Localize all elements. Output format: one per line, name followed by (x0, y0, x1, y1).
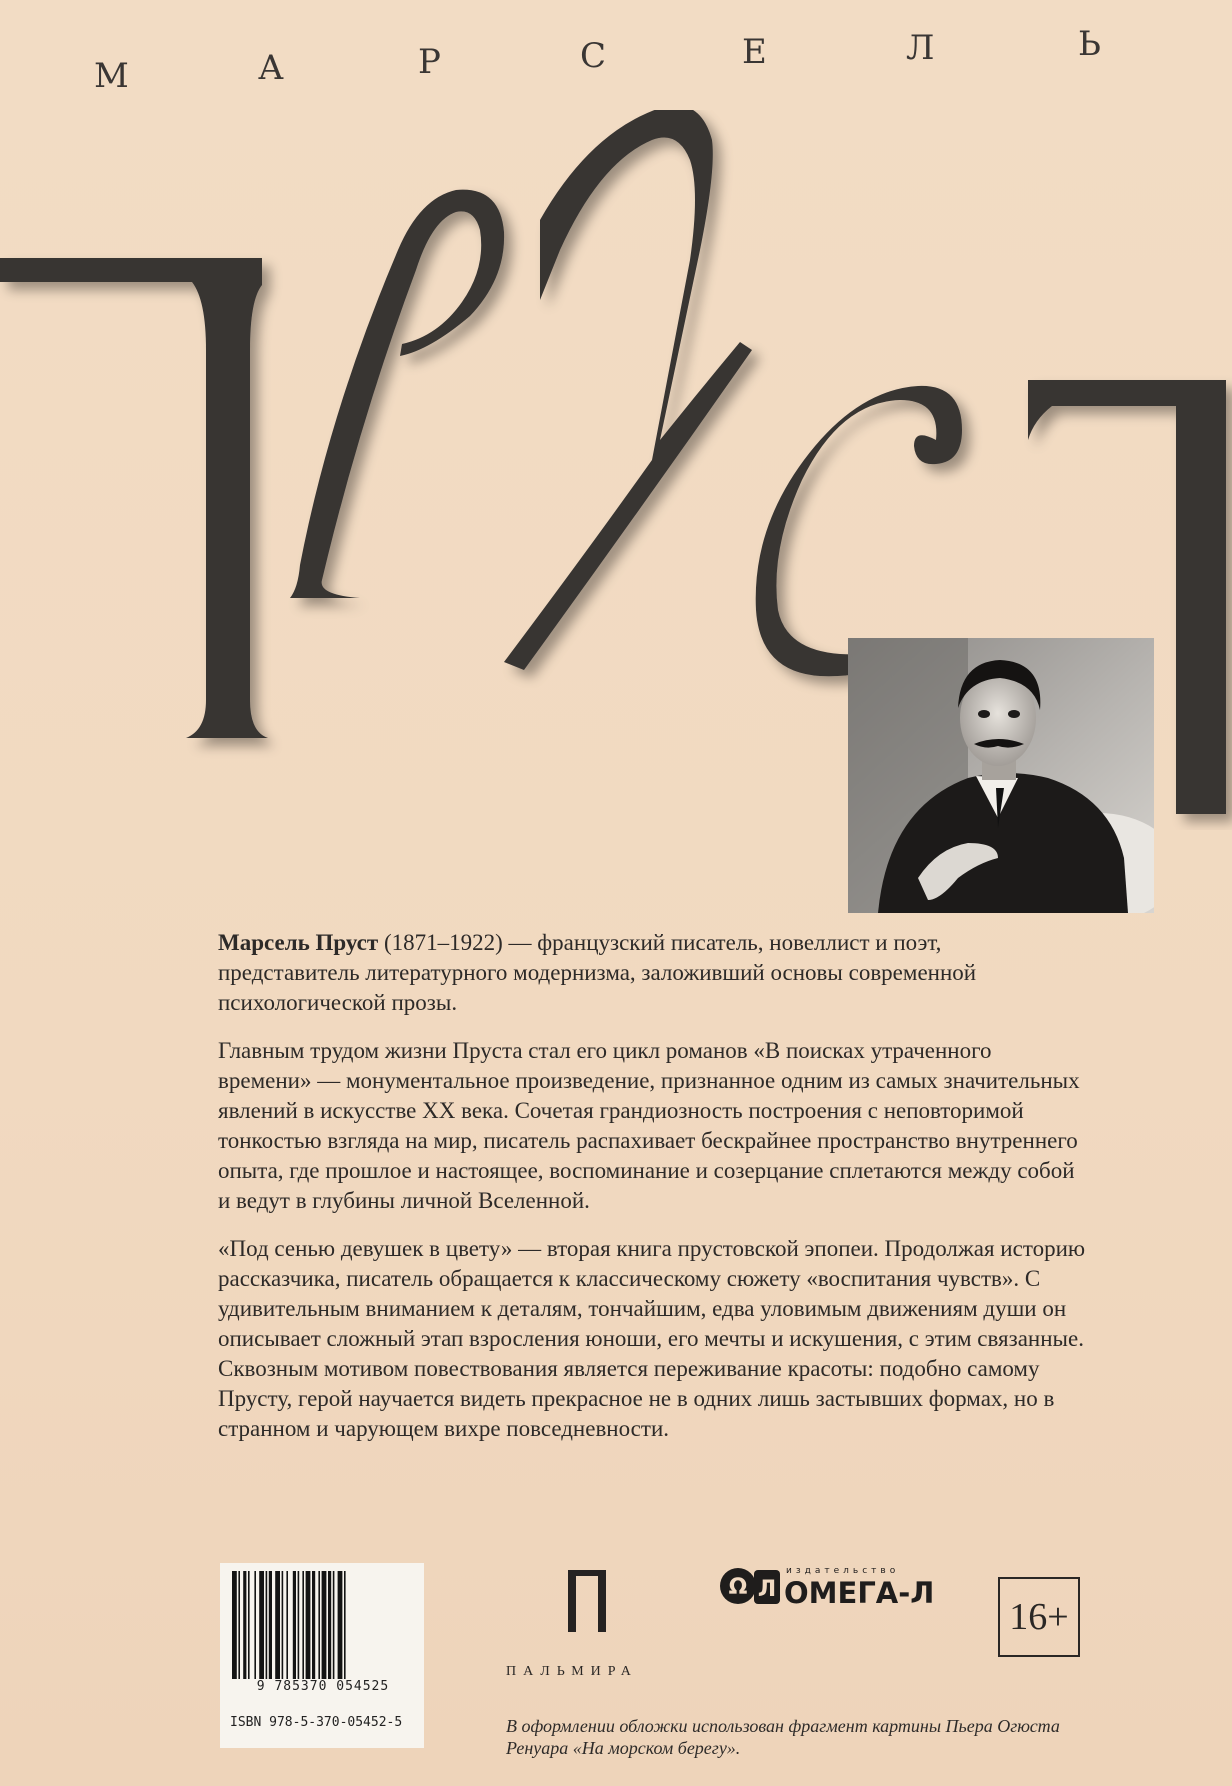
publisher-palmira: ПАЛЬМИРА (506, 1664, 638, 1679)
barcode-bar (312, 1571, 315, 1679)
omega-logo-icon (718, 1564, 782, 1610)
firstname-letter: А (258, 48, 284, 88)
barcode-bar (322, 1571, 327, 1679)
isbn-number: ISBN 978-5-370-05452-5 (230, 1715, 403, 1730)
barcode-bar (302, 1571, 304, 1679)
firstname-letter: М (94, 56, 129, 96)
publisher-omega: ОМЕГА-Л (784, 1576, 935, 1610)
barcode-bar (232, 1571, 237, 1679)
barcode-bar (318, 1571, 320, 1679)
barcode-bar (269, 1571, 272, 1679)
barcode-bar (259, 1571, 264, 1679)
barcode-bar (275, 1571, 280, 1679)
surname-letter-r (290, 190, 504, 598)
surname-letter-s (756, 386, 962, 676)
palmira-logo-icon (566, 1568, 608, 1634)
annotation-paragraph-2: Главным трудом жизни Пруста стал его цикл романов «В поисках утраченного времени» — монументальное произведение, признанное одним из самых значительных явлений в искусстве XX века. Сочетая грандиозность построения с неповторимой тонкостью взгляда на мир, писатель распахивает бескрайнее пространство внутреннего опыта, где прошлое и настоящее, воспоминание и созерцание сплетаются между собой и ведут в глубины личной Вселенной. (218, 1038, 1080, 1213)
svg-text:Л: Л (757, 1577, 777, 1602)
isbn-barcode (220, 1563, 424, 1748)
barcode-bar (254, 1571, 256, 1679)
barcode-bar (266, 1571, 268, 1679)
barcode-bar (286, 1571, 288, 1679)
barcode-bar (338, 1571, 343, 1679)
annotation-paragraph-1 (218, 928, 1088, 1018)
barcode-bar (248, 1571, 250, 1679)
annotation-paragraph-3: «Под сенью девушек в цвету» — вторая книга прустовской эпопеи. Продолжая историю рассказчика, писатель обращается к классическому сюжету «воспитания чувств». С удивительным вниманием к деталям, тончайшим, едва уловимым движениям души он описывает сложный этап взросления юноши, его мечты и искушения, с этим связанные. Сквозным мотивом повествования является переживание красоты: подобно самому Прусту, герой научается видеть прекрасное не в одних лишь застывших формах, но в странном и чарующем вихре повседневности. (218, 1236, 1086, 1441)
firstname-letter: Р (418, 42, 441, 82)
firstname-letter: С (580, 36, 607, 76)
surname-letter-p (0, 258, 268, 738)
barcode-bar (344, 1571, 346, 1679)
barcode-bar (238, 1571, 240, 1679)
author-portrait-photo (848, 638, 1154, 913)
barcode-bar (243, 1571, 246, 1679)
barcode-bar (306, 1571, 311, 1679)
age-rating-badge: 16+ (998, 1577, 1080, 1657)
firstname-letter: Е (742, 32, 767, 72)
barcode-bar (328, 1571, 331, 1679)
barcode-digits: 9 785370 054525 (256, 1679, 390, 1694)
surname-letter-u (504, 110, 752, 670)
barcode-bar (298, 1571, 300, 1679)
author-name-bold: Марсель Пруст (218, 930, 379, 955)
annotation-paragraph-1-text: (1871–1922) — французский писатель, новеллист и поэт, представитель литературного модернизма, заложивший основы современной психологической прозы. (218, 930, 977, 1015)
barcode-bar (293, 1571, 296, 1679)
author-firstname (90, 24, 1110, 94)
publisher-omega-label: издательство (786, 1566, 900, 1576)
book-annotation (218, 928, 1088, 1462)
svg-text:Ω: Ω (728, 1575, 748, 1600)
barcode-bar (333, 1571, 335, 1679)
cover-art-credit: В оформлении обложки использован фрагмент картины Пьера Огюста Ренуара «На морском берегу». (506, 1716, 1060, 1758)
barcode-bar (282, 1571, 284, 1679)
firstname-letter: Л (906, 28, 935, 68)
barcode-bars (230, 1571, 416, 1679)
firstname-letter: Ь (1078, 24, 1101, 64)
